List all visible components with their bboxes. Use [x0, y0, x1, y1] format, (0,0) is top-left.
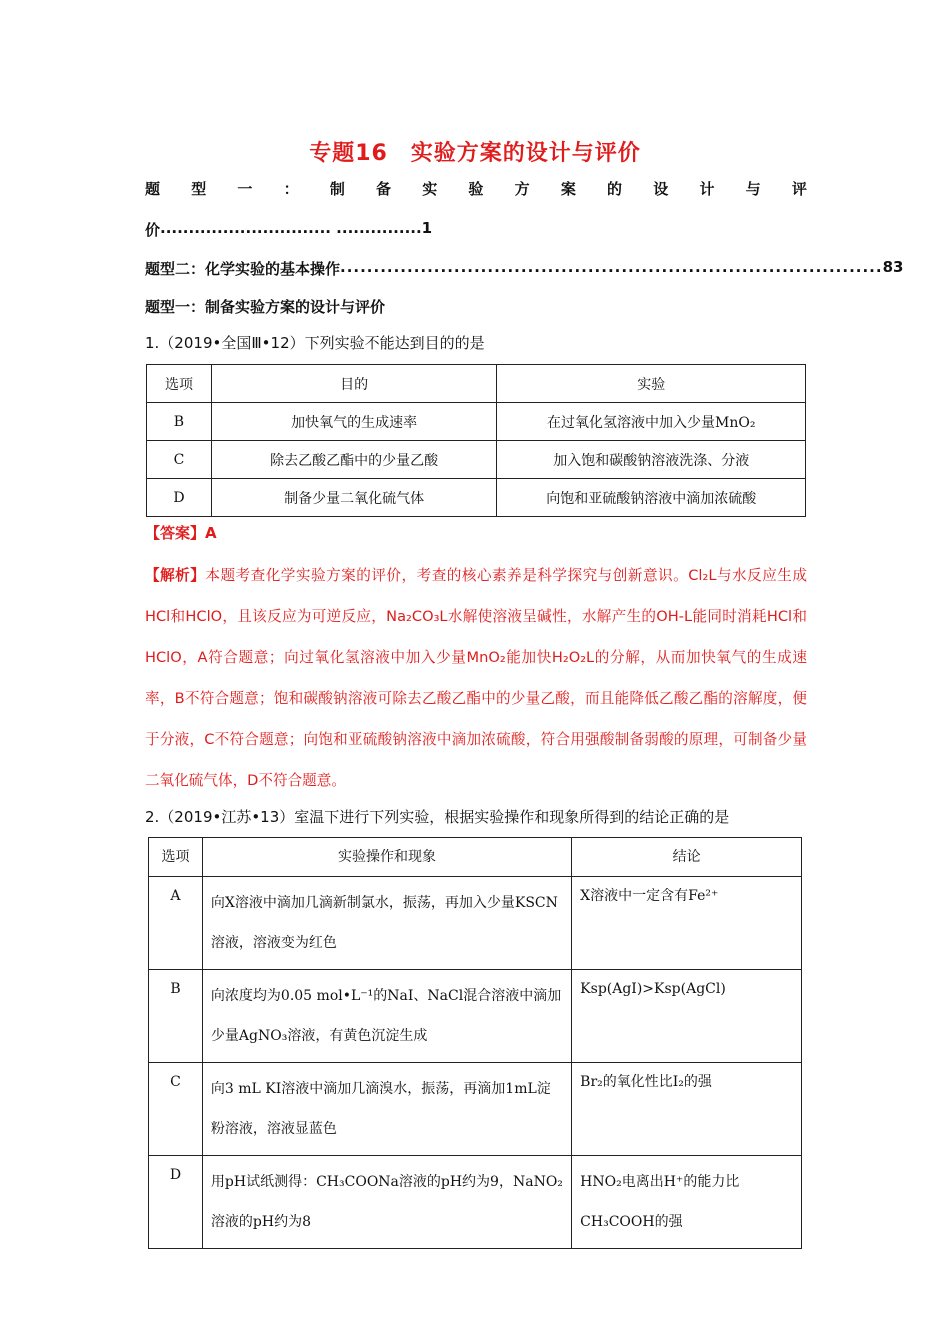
section-heading: 题型一：制备实验方案的设计与评价 [145, 298, 386, 316]
toc-char: 备 [376, 180, 392, 198]
table-cell: D [147, 479, 212, 517]
table-cell: C [147, 441, 212, 479]
table-cell: 向饱和亚硫酸钠溶液中滴加浓硫酸 [497, 479, 806, 517]
answer-label: 【答案】A [145, 524, 217, 542]
question-1-table [146, 364, 806, 517]
toc-text: 价 [145, 221, 161, 239]
toc-char: 型 [191, 180, 207, 198]
table-cell: B [147, 403, 212, 441]
table-cell: 向浓度均为0.05 mol•L⁻¹的NaI、NaCl混合溶液中滴加少量AgNO₃溶液，有黄色沉淀生成 [202, 970, 571, 1063]
table-header-cell: 实验 [497, 365, 806, 403]
table-row [147, 441, 806, 479]
question-1-stem: 1.（2019•全国Ⅲ•12）下列实验不能达到目的的是 [145, 334, 485, 352]
table-cell: 加入饱和碳酸钠溶液洗涤、分液 [497, 441, 806, 479]
table-row [147, 403, 806, 441]
table-cell: C [149, 1063, 203, 1156]
toc-char: ： [283, 180, 299, 198]
table-cell: X溶液中一定含有Fe²⁺ [572, 877, 802, 970]
toc-char: 验 [468, 180, 484, 198]
table-cell: Ksp(AgI)>Ksp(AgCl) [572, 970, 802, 1063]
analysis-lead: 【解析】 [145, 567, 206, 584]
toc-line-2[interactable] [145, 219, 807, 240]
toc-char: 制 [329, 180, 345, 198]
table-row [149, 970, 802, 1063]
table-cell: 加快氧气的生成速率 [211, 403, 497, 441]
toc-char: 方 [514, 180, 530, 198]
table-header-cell: 目的 [211, 365, 497, 403]
question-2-stem: 2.（2019•江苏•13）室温下进行下列实验，根据实验操作和现象所得到的结论正确的是 [145, 808, 730, 826]
toc-page-number: 1 [421, 219, 433, 237]
toc-char: 实 [422, 180, 438, 198]
table-row [147, 479, 806, 517]
table-cell: 向X溶液中滴加几滴新制氯水，振荡，再加入少量KSCN溶液，溶液变为红色 [202, 877, 571, 970]
table-cell: 除去乙酸乙酯中的少量乙酸 [211, 441, 497, 479]
toc-char: 计 [699, 180, 715, 198]
table-cell: 向3 mL KI溶液中滴加几滴溴水，振荡，再滴加1mL淀粉溶液，溶液显蓝色 [202, 1063, 571, 1156]
toc-line-3[interactable] [145, 258, 904, 279]
toc-char: 与 [745, 180, 761, 198]
analysis-text: 本题考查化学实验方案的评价，考查的核心素养是科学探究与创新意识。Cl₂L与水反应生成HCl和HClO，且该反应为可逆反应，Na₂CO₃L水解使溶液呈碱性，水解产生的OH-L能同时消耗HCl和HClO，A符合题意；向过氧化氢溶液中加入少量MnO₂能加快H₂O₂L的分解，从而加快氧气的生成速率，B不符合题意；饱和碳酸钠溶液可除去乙酸乙酯中的少量乙酸，而且能降低乙酸乙酯的溶解度，便于分液，C不符合题意；向饱和亚硫酸钠溶液中滴加浓硫酸，符合用强酸制备弱酸的原理，可制备少量二氧化硫气体，D不符合题意。 [145, 567, 807, 789]
table-header-cell: 选项 [147, 365, 212, 403]
table-cell: B [149, 970, 203, 1063]
table-header-cell: 结论 [572, 838, 802, 877]
page-title: 专题16 实验方案的设计与评价 [309, 141, 641, 166]
table-cell: D [149, 1156, 203, 1249]
toc-char: 一 [237, 180, 253, 198]
table-cell: 在过氧化氢溶液中加入少量MnO₂ [497, 403, 806, 441]
toc-char: 评 [791, 180, 807, 198]
table-cell: 制备少量二氧化硫气体 [211, 479, 497, 517]
table-header-row [147, 365, 806, 403]
table-cell: HNO₂电离出H⁺的能力比CH₃COOH的强 [572, 1156, 802, 1249]
table-cell: Br₂的氧化性比I₂的强 [572, 1063, 802, 1156]
table-header-cell: 选项 [149, 838, 203, 877]
toc-dots: .............................. ............... [160, 219, 422, 237]
table-row [149, 1156, 802, 1249]
table-row [149, 877, 802, 970]
table-header-row [149, 838, 802, 877]
toc-dots: ................................................................................. [340, 258, 883, 276]
toc-char: 题 [145, 180, 161, 198]
toc-char: 案 [560, 180, 576, 198]
toc-char: 的 [607, 180, 623, 198]
toc-line-1[interactable] [145, 178, 807, 199]
table-header-cell: 实验操作和现象 [202, 838, 571, 877]
toc-text: 题型二：化学实验的基本操作 [145, 260, 341, 278]
toc-char: 设 [653, 180, 669, 198]
analysis-paragraph [145, 555, 807, 801]
table-cell: 用pH试纸测得：CH₃COONa溶液的pH约为9，NaNO₂溶液的pH约为8 [202, 1156, 571, 1249]
question-2-table [148, 837, 802, 1249]
toc-page-number: 83 [882, 258, 904, 276]
table-row [149, 1063, 802, 1156]
table-cell: A [149, 877, 203, 970]
